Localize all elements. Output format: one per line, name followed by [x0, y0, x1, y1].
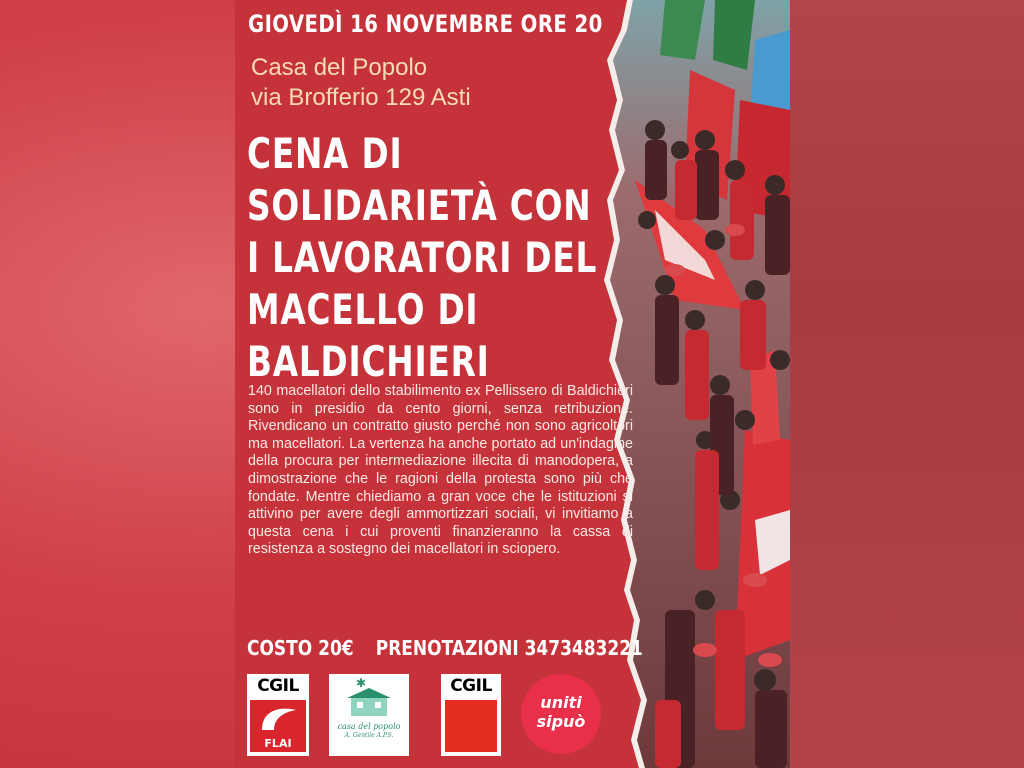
booking-phone: PRENOTAZIONI 3473483221: [375, 636, 643, 660]
casa-del-popolo-text: [329, 722, 409, 740]
house-icon: [329, 674, 409, 722]
flai-logo-text: FLAI: [264, 737, 292, 750]
cgil-red-square: [445, 700, 497, 752]
title-line: SOLIDARIETÀ CON: [247, 181, 592, 230]
casa-logo-sub: A. Gentile A.P.S.: [344, 732, 394, 739]
flai-swoosh-icon: [250, 700, 306, 740]
svg-text:✱: ✱: [356, 676, 367, 690]
uniti-si-puo-logo: [521, 674, 601, 754]
casa-logo-name: casa del popolo: [337, 722, 401, 731]
cgil-logo: [441, 674, 501, 756]
uniti-line1: uniti: [540, 693, 582, 712]
poster-title: [247, 128, 597, 388]
event-poster: [235, 0, 790, 768]
event-cost: COSTO 20€: [247, 636, 354, 660]
flai-red-block: [250, 700, 306, 752]
title-line: CENA DI: [247, 129, 403, 178]
uniti-line2: sipuò: [536, 712, 586, 731]
title-line: BALDICHIERI: [247, 337, 490, 386]
price-and-booking: [247, 636, 665, 660]
venue-name: Casa del Popolo: [251, 54, 428, 81]
cgil-flai-logo-text: CGIL: [257, 676, 299, 696]
event-date: GIOVEDÌ 16 NOVEMBRE ORE 20: [248, 10, 603, 38]
cgil-logo-text: CGIL: [450, 676, 492, 696]
title-line: I LAVORATORI DEL: [247, 233, 598, 282]
cgil-flai-logo: [247, 674, 309, 756]
poster-text-area: [235, 0, 655, 768]
casa-del-popolo-logo: [329, 674, 409, 756]
uniti-si-puo-text: [521, 693, 601, 731]
poster-description: 140 macellatori dello stabilimento ex Pellissero di Baldichieri sono in presidio da cento giorni, senza retribuzione. Rivendicano un contratto giusto perché non sono agricoltori ma macellatori. La vertenza ha anche portato ad un'indagine della procura per intermediazione illecita di manodopera, a dimostrazione che le ragioni della protesta sono più che fondate. Mentre chiediamo a gran voce che le istituzioni si attivino per avere degli ammortizzari sociali, vi invitiamo a questa cena i cui proventi finanzieranno la cassa di resistenza a sostegno dei macellatori in sciopero.: [248, 383, 633, 558]
venue-address: via Brofferio 129 Asti: [251, 84, 471, 111]
title-line: MACELLO DI: [247, 285, 479, 334]
background-right: [789, 0, 1024, 768]
